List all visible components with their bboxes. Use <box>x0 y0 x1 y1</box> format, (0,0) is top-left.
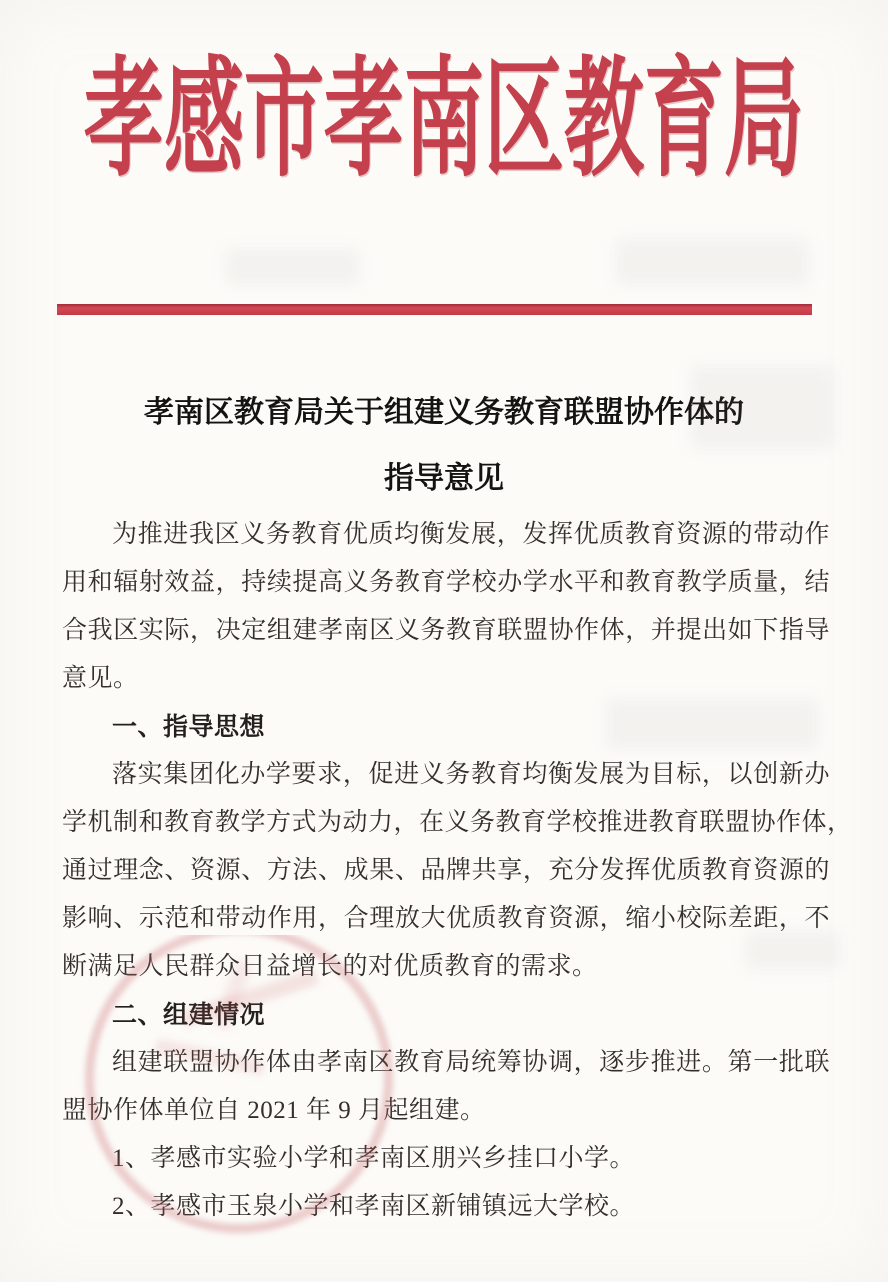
body-line: 合我区实际，决定组建孝南区义务教育联盟协作体，并提出如下指导 <box>62 617 830 644</box>
bleedthrough-smudge <box>615 238 810 286</box>
section-heading: 一、指导思想 <box>112 713 266 741</box>
document-title-line-1: 孝南区教育局关于组建义务教育联盟协作体的 <box>144 396 744 429</box>
body-line: 用和辐射效益，持续提高义务教育学校办学水平和教育教学质量，结 <box>62 569 830 596</box>
body-line: 为推进我区义务教育优质均衡发展，发挥优质教育资源的带动作 <box>112 521 830 548</box>
document-title-line-2: 指导意见 <box>384 462 504 495</box>
paragraph <box>62 511 830 703</box>
body-line: 盟协作体单位自 2021 年 9 月起组建。 <box>62 1097 486 1124</box>
list-item: 1、孝感市实验小学和孝南区朋兴乡挂口小学。 <box>112 1145 636 1172</box>
masthead-agency-name: 孝感市孝南区教育局 <box>84 50 804 193</box>
red-divider-rule <box>57 304 812 315</box>
paragraph <box>62 751 853 991</box>
document-title <box>0 380 888 512</box>
body-line: 断满足人民群众日益增长的对优质教育的需求。 <box>62 953 598 980</box>
body-line: 通过理念、资源、方法、成果、品牌共享，充分发挥优质教育资源的 <box>62 857 830 884</box>
body-line: 学机制和教育教学方式为动力，在义务教育学校推进教育联盟协作体， <box>62 809 853 836</box>
body-line: 落实集团化办学要求，促进义务教育均衡发展为目标，以创新办 <box>112 761 830 788</box>
body-line: 影响、示范和带动作用，合理放大优质教育资源，缩小校际差距，不 <box>62 905 830 932</box>
list-item: 2、孝感市玉泉小学和孝南区新铺镇远大学校。 <box>112 1193 636 1220</box>
body-line: 组建联盟协作体由孝南区教育局统筹协调，逐步推进。第一批联 <box>112 1049 830 1076</box>
section-heading: 二、组建情况 <box>112 1001 266 1029</box>
bleedthrough-smudge <box>225 248 360 286</box>
paragraph <box>62 1039 830 1135</box>
body-flow <box>62 511 853 1231</box>
body-line: 意见。 <box>62 665 139 692</box>
